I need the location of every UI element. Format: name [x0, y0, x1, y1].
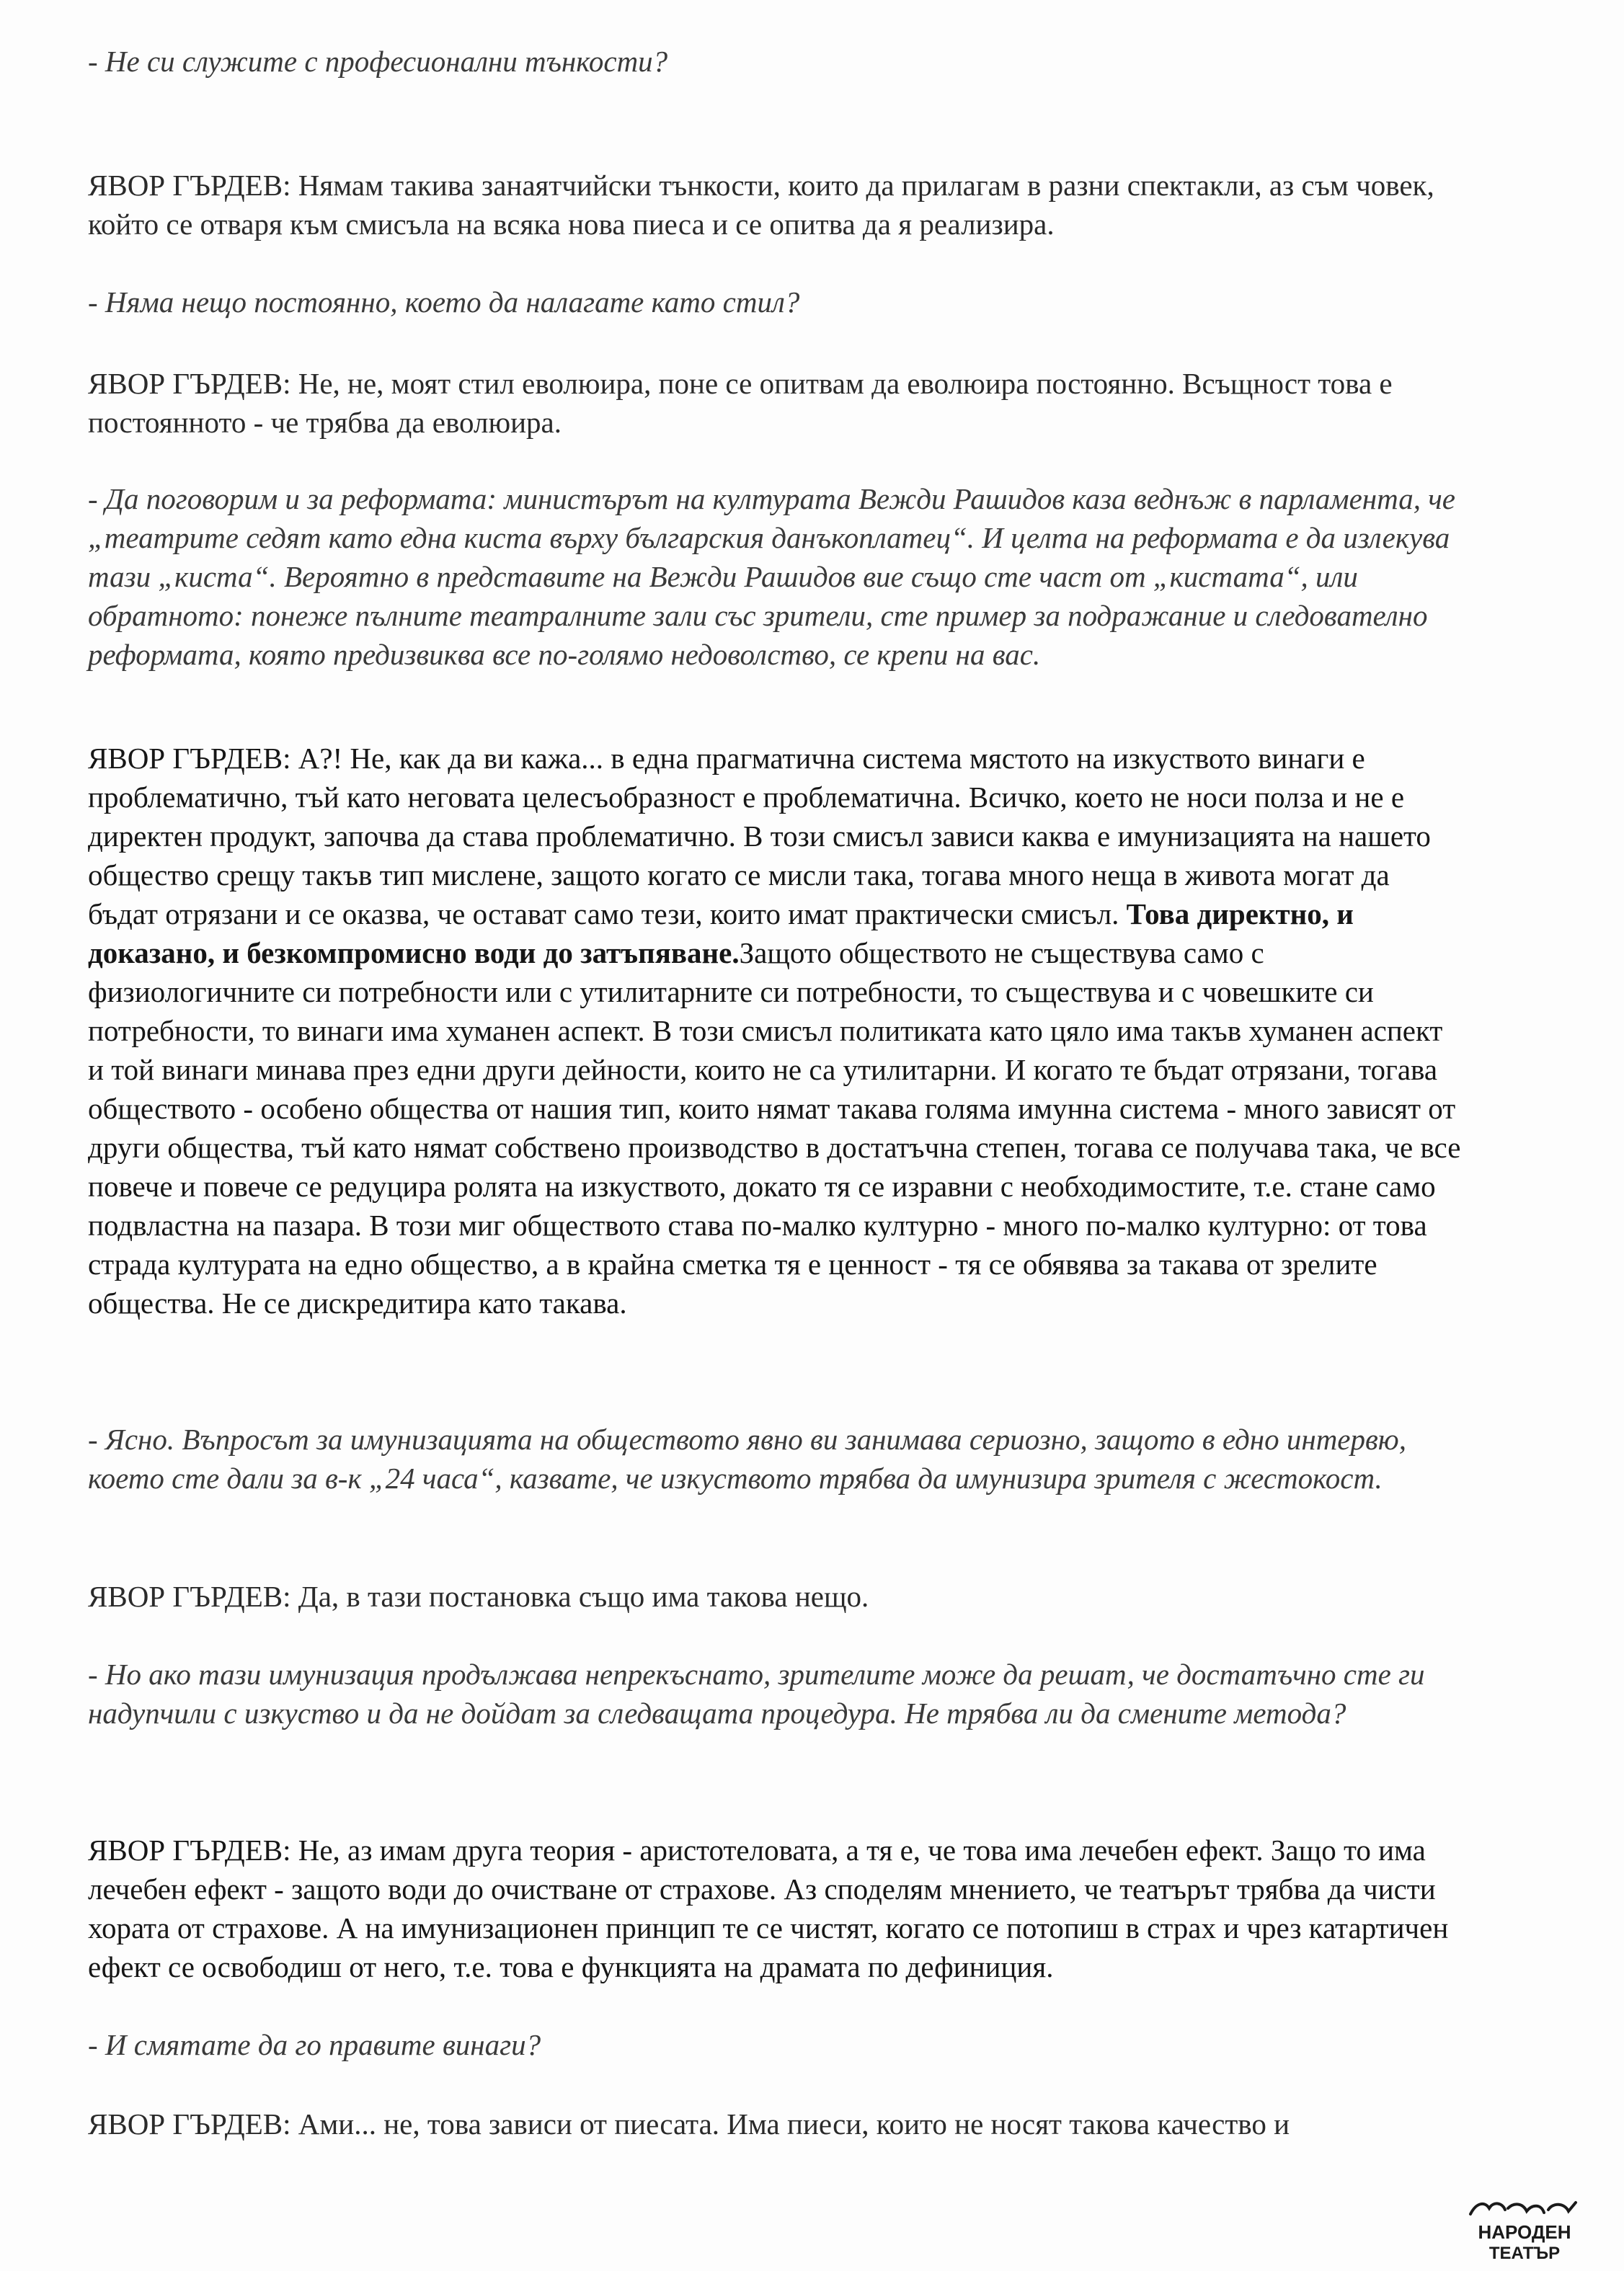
logo-line-1: НАРОДЕН — [1478, 2221, 1571, 2243]
logo-line-2: ТЕАТЪР — [1488, 2244, 1561, 2263]
speaker-name: ЯВОР ГЪРДЕВ: — [88, 367, 291, 400]
bold-emphasis: Това директно, и доказано, и безкомпромисно води до затъпяване. — [88, 897, 1354, 969]
answer-3: ЯВОР ГЪРДЕВ: А?! Не, как да ви кажа... в една прагматична система мястото на изкуството винаги е проблематично, тъй като неговата целесъобразност е проблематична. Всичко, което не носи полза и не е директен продукт, започва да става проблематично. В този смисъл зависи каква е имунизацията на нашето общество срещу такъв тип мислене, защото когато се мисли така, тогава много неща в живота могат да бъдат отрязани и се оказва, че остават само тези, които имат практически смисъл. Това директно, и доказано, и безкомпромисно води до затъпяване.Защото обществото не съществува само с физиологичните си потребности или с утилитарните си потребности, то съществува и с човешките си потребности, то винаги има хуманен аспект. В този смисъл политиката като цяло има такъв хуманен аспект и той винаги минава през едни други дейности, които не са утилитарни. И когато те бъдат отрязани, тогава обществото - особено общества от нашия тип, които нямат такава голяма имунна система - много зависят от други общества, тъй като нямат собствено производство в достатъчна степен, тогава се получава така, че все повече и повече се редуцира ролята на изкуството, докато тя се изравни с необходимостите, т.е. стане само подвластна на пазара. В този миг обществото става по-малко културно - много по-малко културно: от това страда културата на едно общество, а в крайна сметка тя е ценност - тя се обявява за такава от зрелите общества. Не се дискредитира като такава. — [88, 742, 1461, 1320]
speaker-name: ЯВОР ГЪРДЕВ: — [88, 742, 291, 775]
answer-5: ЯВОР ГЪРДЕВ: Не, аз имам друга теория - аристотеловата, а тя е, че това има лечебен ефект. Защо то има лечебен ефект - защото води до очистване от страхове. Аз споделям мнението, че театърът трябва да чисти хората от страхове. А на имунизационен принцип те се чистят, когато се потопиш в страх и чрез катартичен ефект се освободиш от него, т.е. това е функцията на драмата по дефиниция. — [88, 1834, 1449, 1983]
national-theatre-logo — [1463, 2198, 1586, 2263]
answer-2: ЯВОР ГЪРДЕВ: Не, не, моят стил еволюира, поне се опитвам да еволюира постоянно. Всъщност това е постоянното - че трябва да еволюира. — [88, 367, 1393, 439]
answer-1: ЯВОР ГЪРДЕВ: Нямам такива занаятчийски тънкости, които да прилагам в разни спектакли, аз съм човек, който се отваря към смисъла на всяка нова пиеса и се опитва да я реализира. — [88, 169, 1434, 241]
speaker-name: ЯВОР ГЪРДЕВ: — [88, 1580, 291, 1613]
question-3: - Да поговорим и за реформата: министърът на културата Вежди Рашидов каза веднъж в парламента, че „театрите седят като една киста върху българския данъкоплатец“. И целта на реформата е да излекува тази „киста“. Вероятно в представите на Вежди Рашидов вие също сте част от „кистата“, или обратното: понеже пълните театралните зали със зрители, сте пример за подражание и следователно реформата, която предизвиква все по-голямо недоволство, се крепи на вас. — [88, 482, 1455, 671]
speaker-name: ЯВОР ГЪРДЕВ: — [88, 2107, 291, 2141]
speaker-name: ЯВОР ГЪРДЕВ: — [88, 1834, 291, 1867]
question-2: - Няма нещо постоянно, което да налагате като стил? — [88, 285, 800, 319]
question-4: - Ясно. Въпросът за имунизацията на обществото явно ви занимава сериозно, защото в едно интервю, което сте дали за в-к „24 часа“, казвате, че изкуството трябва да имунизира зрителя с жестокост. — [88, 1423, 1406, 1495]
question-6: - И смятате да го правите винаги? — [88, 2028, 541, 2061]
theatre-logo-icon — [1463, 2198, 1586, 2263]
answer-4: ЯВОР ГЪРДЕВ: Да, в тази постановка също има такова нещо. — [88, 1580, 869, 1613]
answer-6: ЯВОР ГЪРДЕВ: Ами... не, това зависи от пиесата. Има пиеси, които не носят такова качество и — [88, 2107, 1290, 2141]
question-5: - Но ако тази имунизация продължава непрекъснато, зрителите може да решат, че достатъчно сте ги надупчили с изкуство и да не дойдат за следващата процедура. Не трябва ли да смените метода? — [88, 1658, 1425, 1730]
speaker-name: ЯВОР ГЪРДЕВ: — [88, 169, 291, 202]
question-1: - Не си служите с професионални тънкости? — [88, 45, 668, 78]
